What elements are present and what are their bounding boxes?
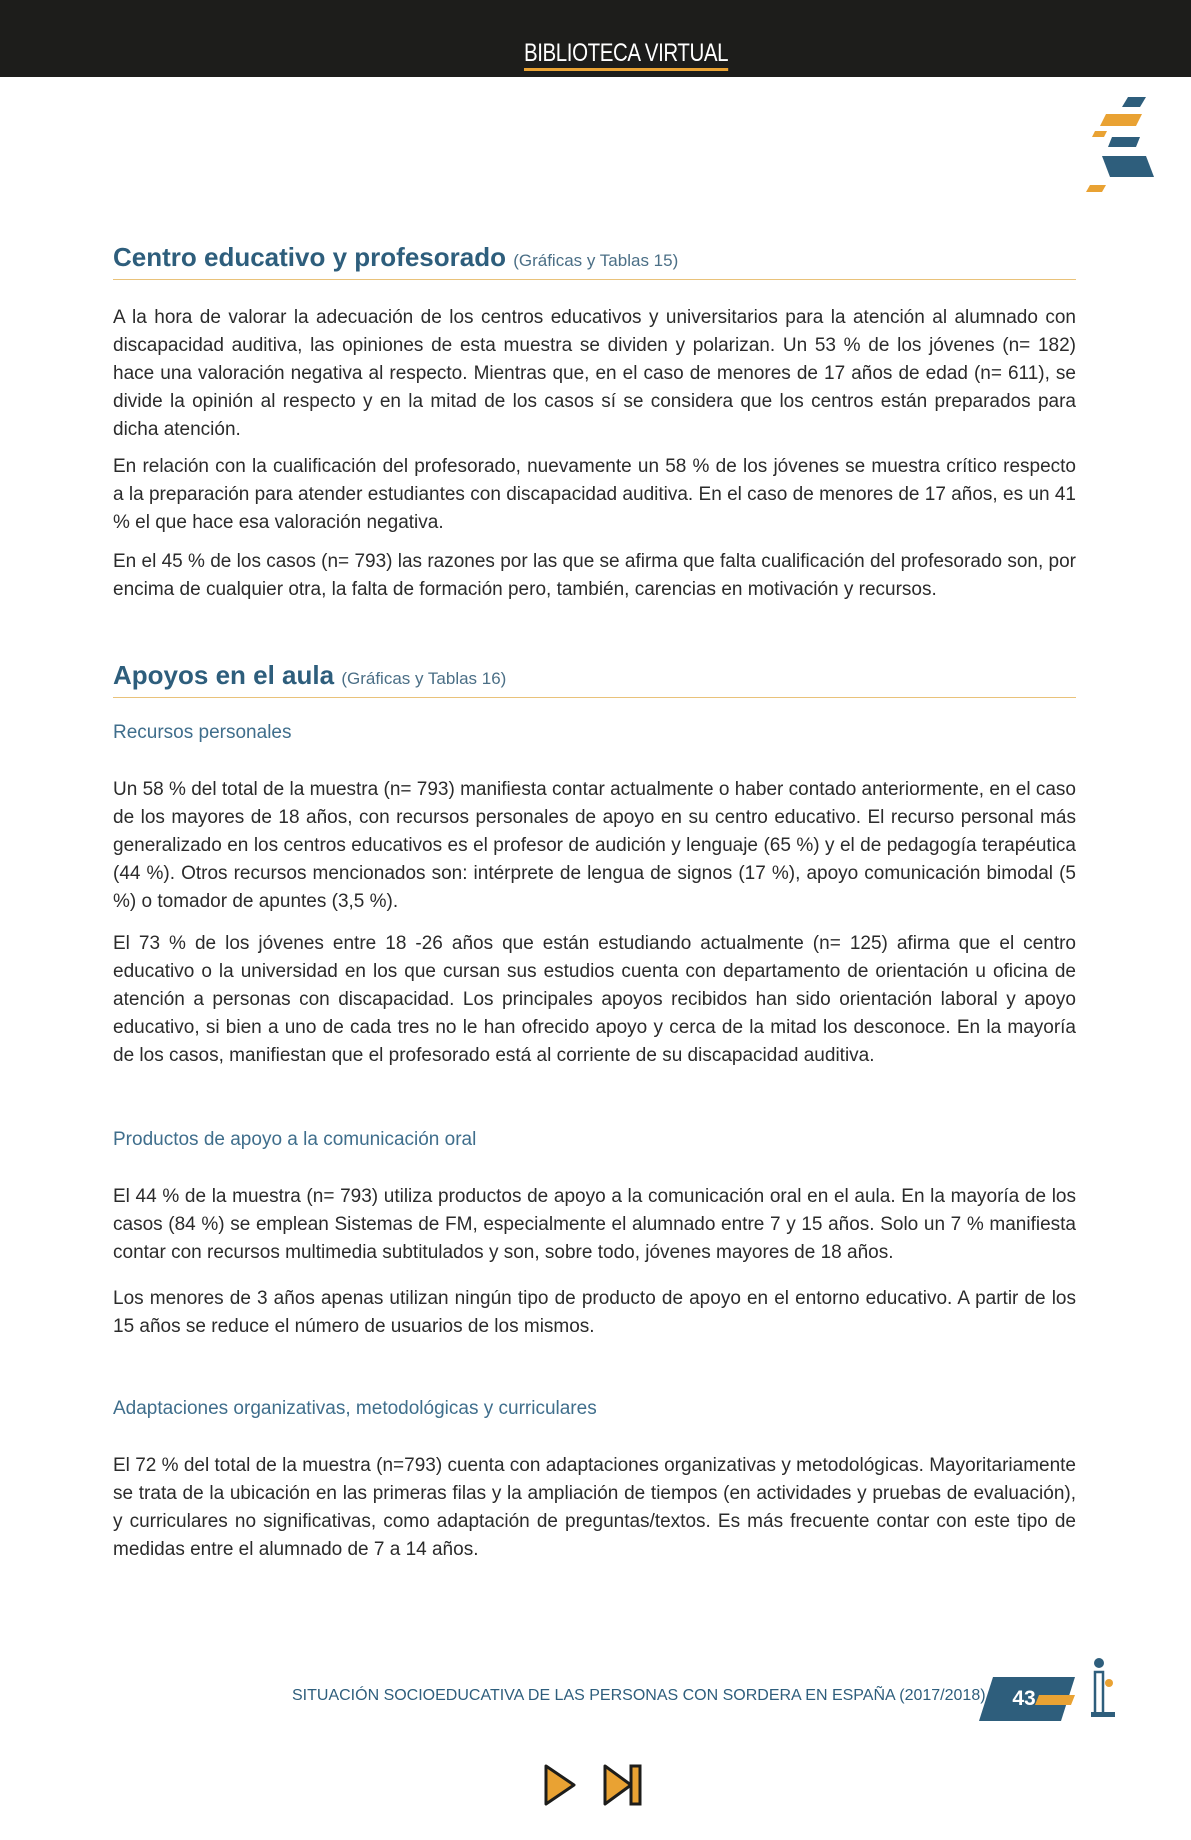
paragraph: Los menores de 3 años apenas utilizan ningún tipo de producto de apoyo en el entorno educativo. A partir de los 15 años se reduce el número de usuarios de los mismos. (113, 1288, 1076, 1337)
paragraph: Un 58 % del total de la muestra (n= 793) manifiesta contar actualmente o haber contado anteriormente, en el caso de los mayores de 18 años, con recursos personales de apoyo en su centro educativo. El recurso personal más generalizado en los centros educativos es el profesor de audición y lenguaje (65 %) y el de pedagogía terapéutica (44 %). Otros recursos mencionados son: intérprete de lengua de signos (17 %), apoyo comunicación bimodal (5 %) o tomador de apuntes (3,5 %). (113, 779, 1076, 912)
paragraph: A la hora de valorar la adecuación de los centros educativos y universitarios para la atención al alumnado con discapacidad auditiva, las opiniones de esta muestra se dividen y polarizan. Un 53 % de los jóvenes (n= 182) hace una valoración negativa al respecto. Mientras que, en el caso de menores de 17 años de edad (n= 611), se divide la opinión al respecto y en la mitad de los casos sí se considera que los centros están preparados para dicha atención. (113, 307, 1076, 440)
page-number: 43 (1012, 1687, 1036, 1710)
top-bar (0, 0, 1191, 77)
footer-title: SITUACIÓN SOCIOEDUCATIVA DE LAS PERSONAS CON SORDERA EN ESPAÑA (2017/2018) (292, 1687, 986, 1704)
section-ref: (Gráficas y Tablas 16) (341, 669, 507, 688)
publisher-logo-icon (1090, 1657, 1116, 1719)
paragraph: El 44 % de la muestra (n= 793) utiliza productos de apoyo a la comunicación oral en el aula. En la mayoría de los casos (84 %) se emplean Sistemas de FM, especialmente el alumnado entre 7 y 15 años. Solo un 7 % manifiesta contar con recursos multimedia subtitulados y son, sobre todo, jóvenes mayores de 18 años. (113, 1186, 1076, 1263)
paragraph: En relación con la cualificación del profesorado, nuevamente un 58 % de los jóvenes se muestra crítico respecto a la preparación para atender estudiantes con discapacidad auditiva. En el caso de menores de 17 años, es un 41 % el que hace esa valoración negativa. (113, 456, 1076, 533)
section-title: Centro educativo y profesorado (113, 242, 506, 272)
subheading-recursos-personales: Recursos personales (113, 722, 292, 743)
section-title: Apoyos en el aula (113, 660, 335, 690)
section-heading-centro-educativo (113, 242, 1076, 280)
decorative-stripes-icon (1080, 95, 1160, 195)
paragraph: El 73 % de los jóvenes entre 18 -26 años que están estudiando actualmente (n= 125) afirma que el centro educativo o la universidad en los que cursan sus estudios cuenta con departamento de orientación u oficina de atención a personas con discapacidad. Los principales apoyos recibidos han sido orientación laboral y apoyo educativo, si bien a uno de cada tres no le han ofrecido apoyo y cerca de la mitad los desconoce. En la mayoría de los casos, manifiestan que el profesorado está al corriente de su discapacidad auditiva. (113, 933, 1076, 1066)
subheading-productos-apoyo: Productos de apoyo a la comunicación oral (113, 1129, 477, 1150)
paragraph: En el 45 % de los casos (n= 793) las razones por las que se afirma que falta cualificación del profesorado son, por encima de cualquier otra, la falta de formación pero, también, carencias en motivación y recursos. (113, 551, 1076, 600)
paragraph: El 72 % del total de la muestra (n=793) cuenta con adaptaciones organizativas y metodológicas. Mayoritariamente se trata de la ubicación en las primeras filas y la ampliación de tiempos (en actividades y pruebas de evaluación), y curriculares no significativas, como adaptación de preguntas/textos. Es más frecuente contar con este tipo de medidas entre el alumnado de 7 a 14 años. (113, 1455, 1076, 1560)
section-heading-apoyos-aula (113, 660, 1076, 698)
section-ref: (Gráficas y Tablas 15) (513, 251, 679, 270)
skip-last-icon[interactable] (601, 1762, 647, 1808)
brand-title[interactable]: BIBLIOTECA VIRTUAL (524, 38, 728, 71)
subheading-adaptaciones: Adaptaciones organizativas, metodológicas y curriculares (113, 1398, 597, 1419)
play-next-icon[interactable] (540, 1762, 580, 1808)
